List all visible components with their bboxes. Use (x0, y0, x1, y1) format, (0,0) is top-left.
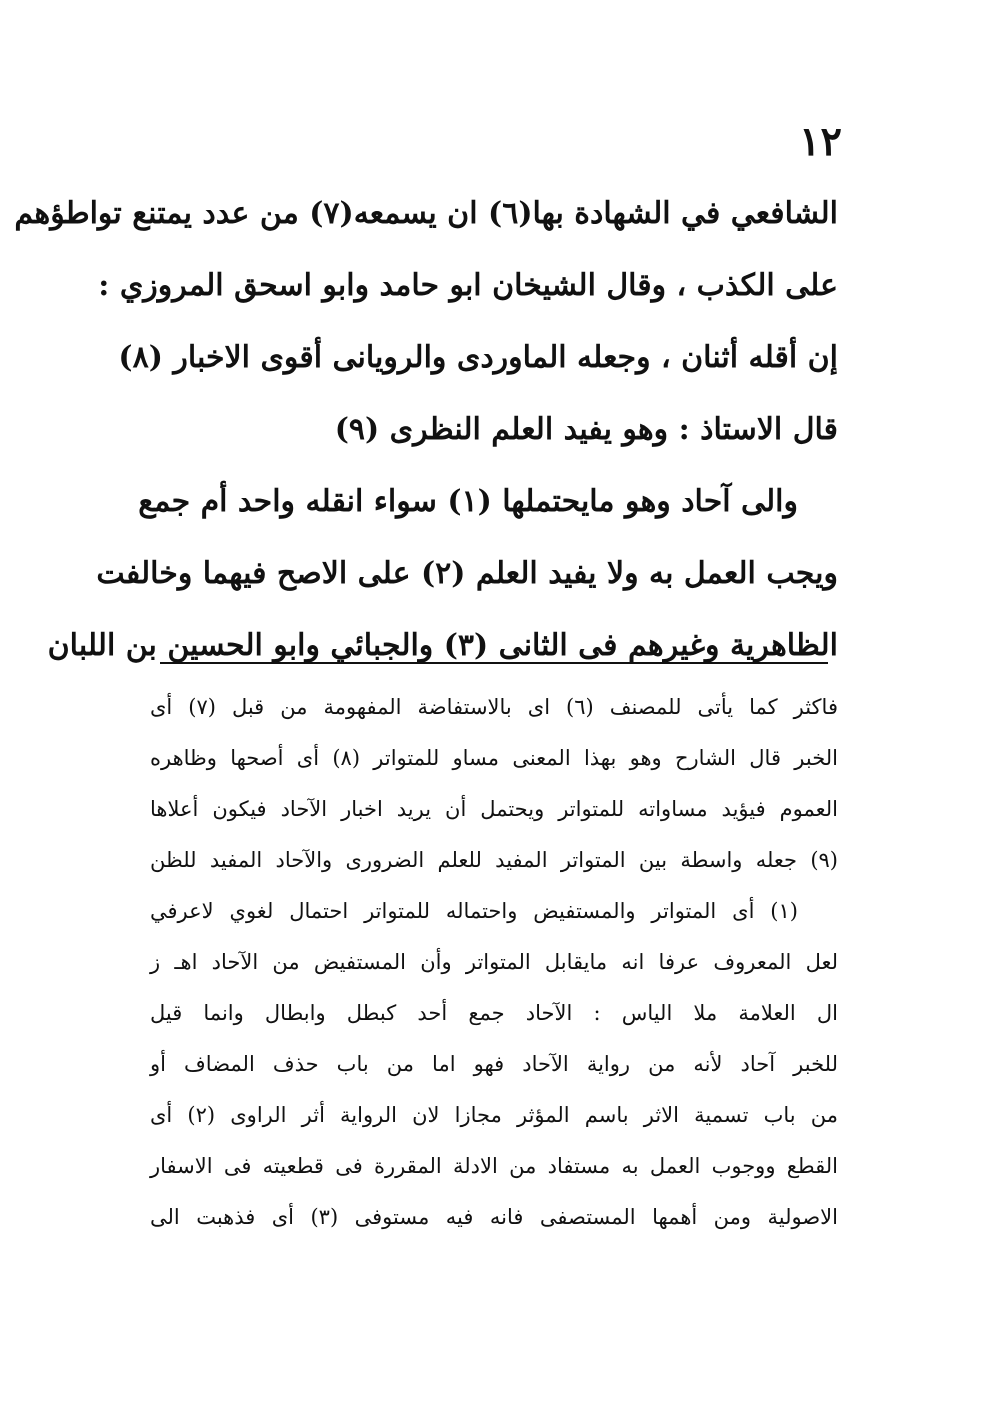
page-number: ١٢ (799, 118, 842, 165)
footnote-line: (١) أى المتواتر والمستفيض واحتماله للمتواتر احتمال لغوي لاعرفي (150, 899, 798, 923)
footnote-line: لعل المعروف عرفا انه مايقابل المتواتر وأن المستفيض من الآحاد اهـ ز (150, 950, 838, 974)
footnote-line: (٩) جعله واسطة بين المتواتر المفيد للعلم الضرورى والآحاد المفيد للظن (150, 848, 838, 872)
footnote-divider (160, 662, 828, 664)
main-text-line: الظاهرية وغيرهم فى الثانى (٣) والجبائي وابو الحسين بن اللبان (47, 628, 838, 663)
main-text-line: إن أقله أثنان ، وجعله الماوردى والرويانى أقوى الاخبار (٨) (118, 340, 838, 375)
footnote-line: من باب تسمية الاثر باسم المؤثر مجازا لان الرواية أثر الراوى (٢) أى (150, 1103, 839, 1127)
footnote-line: الاصولية ومن أهمها المستصفى فانه فيه مستوفى (٣) أى فذهبت الى (150, 1205, 838, 1229)
footnote-line: العموم فيؤيد مساواته للمتواتر ويحتمل أن يريد اخبار الآحاد فيكون أعلاها (150, 797, 838, 821)
footnote-line: فاكثر كما يأتى للمصنف (٦) اى بالاستفاضة المفهومة من قبل (٧) أى (150, 695, 838, 719)
main-text-block (14, 178, 838, 682)
main-text-line: ويجب العمل به ولا يفيد العلم (٢) على الاصح فيهما وخالفت (96, 556, 838, 591)
footnote-line: ال العلامة ملا الياس : الآحاد جمع أحد كبطل وابطال وانما قيل (150, 1001, 838, 1025)
main-text-line: الشافعي في الشهادة بها(٦) ان يسمعه(٧) من عدد يمتنع تواطؤهم (14, 196, 838, 231)
footnotes-block (150, 682, 838, 1243)
main-text-line: قال الاستاذ : وهو يفيد العلم النظرى (٩) (334, 412, 838, 447)
footnote-line: للخبر آحاد لأنه من رواية الآحاد فهو اما من باب حذف المضاف أو (150, 1052, 838, 1076)
footnote-line: القطع ووجوب العمل به مستفاد من الادلة المقررة فى قطعيته فى الاسفار (150, 1154, 838, 1178)
footnote-line: الخبر قال الشارح وهو بهذا المعنى مساو للمتواتر (٨) أى أصحها وظاهره (150, 746, 838, 770)
main-text-line: والى آحاد وهو مايحتملها (١) سواء انقله واحد أم جمع (138, 484, 798, 519)
main-text-line: على الكذب ، وقال الشيخان ابو حامد وابو اسحق المروزي : (98, 268, 838, 303)
